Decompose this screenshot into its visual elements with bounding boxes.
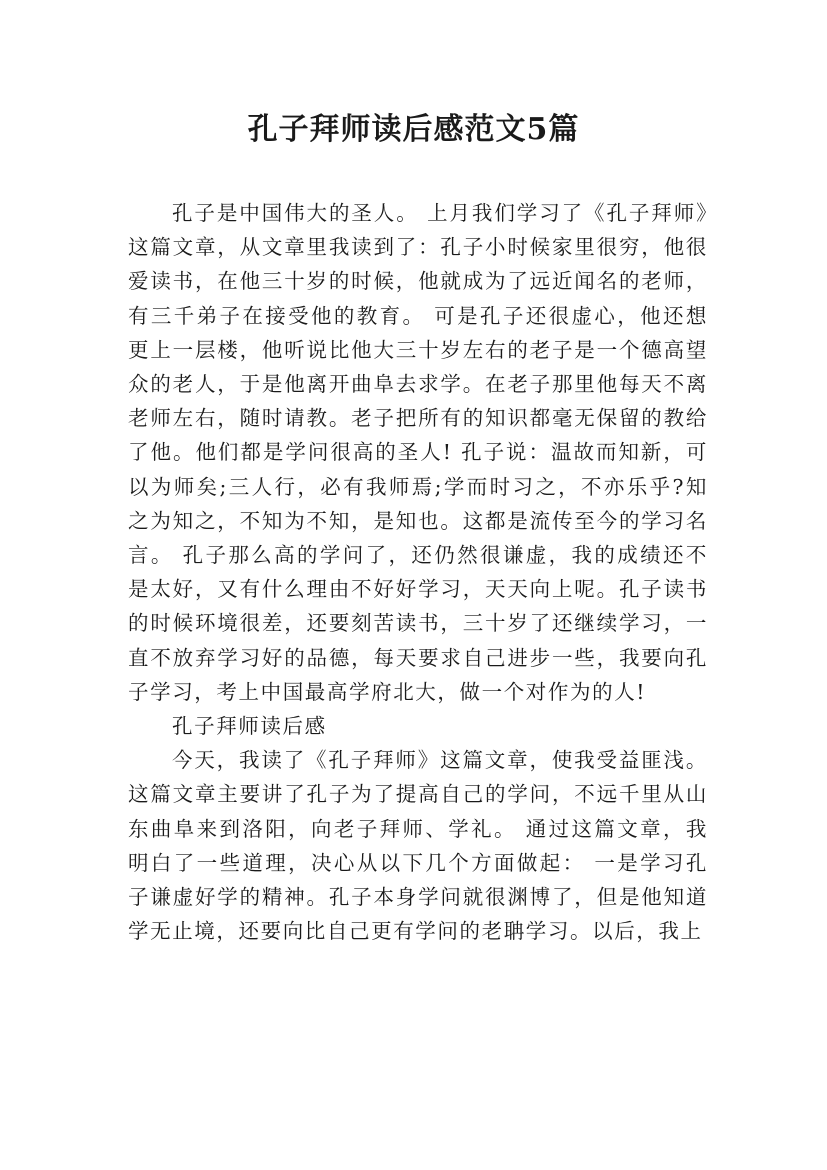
document-title: 孔子拜师读后感范文5篇 bbox=[247, 112, 580, 147]
paragraph-1: 孔子是中国伟大的圣人。 上月我们学习了《孔子拜师》这篇文章，从文章里我读到了：孔子小时候家里很穷，他很爱读书，在他三十岁的时候，他就成为了远近闻名的老师，有三千弟子在接受他的教育。 可是孔子还很虚心，他还想更上一层楼，他听说比他大三十岁左右的老子是一个德高望众的老人，于是他离开曲阜去求学。在老子那里他每天不离老师左右，随时请教。老子把所有的知识都毫无保留的教给了他。他们都是学问很高的圣人! 孔子说：温故而知新，可以为师矣;三人行，必有我师焉;学而时习之，不亦乐乎?知之为知之，不知为不知，是知也。这都是流传至今的学习名言。 孔子那么高的学问了，还仍然很谦虚，我的成绩还不是太好，又有什么理由不好好学习，天天向上呢。孔子读书的时候环境很差，还要刻苦读书，三十岁了还继续学习，一直不放弃学习好的品德，每天要求自己进步一些，我要向孔子学习，考上中国最高学府北大，做一个对作为的人! bbox=[128, 201, 708, 704]
section-subheading: 孔子拜师读后感 bbox=[172, 714, 327, 739]
document-body bbox=[128, 196, 708, 948]
paragraph-2: 今天，我读了《孔子拜师》这篇文章，使我受益匪浅。这篇文章主要讲了孔子为了提高自己的学问，不远千里从山东曲阜来到洛阳，向老子拜师、学礼。 通过这篇文章，我明白了一些道理，决心从以下几个方面做起： 一是学习孔子谦虚好学的精神。孔子本身学问就很渊博了，但是他知道学无止境，还要向比自己更有学问的老聃学习。以后，我上 bbox=[128, 748, 708, 944]
